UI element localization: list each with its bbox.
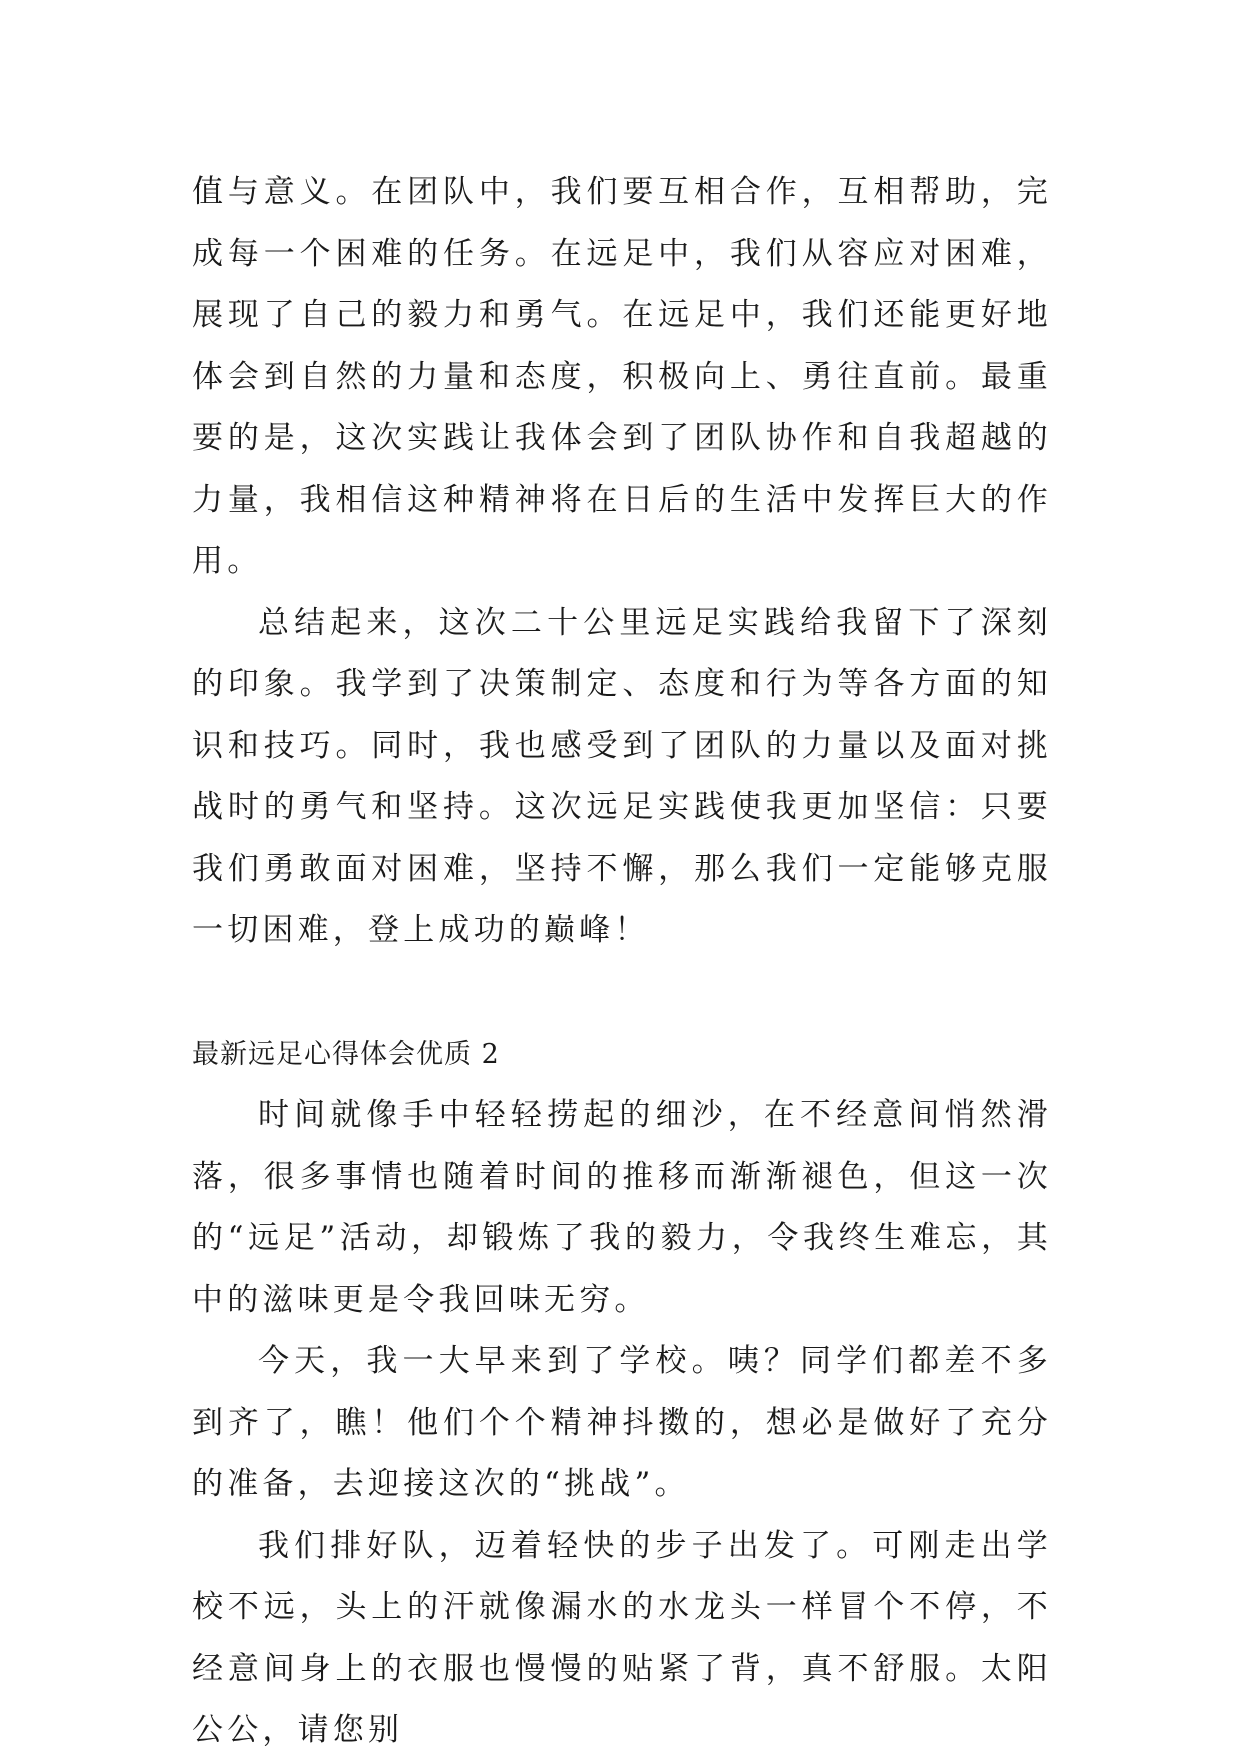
section-heading: 最新远足心得体会优质 2 — [192, 1038, 500, 1070]
document-body — [192, 162, 1052, 1762]
paragraph-time: 时间就像手中轻轻捞起的细沙，在不经意间悄然滑落，很多事情也随着时间的推移而渐渐褪色，但这一次的“远足”活动，却锻炼了我的毅力，令我终生难忘，其中的滋味更是令我回味无穷。 — [192, 1097, 1052, 1318]
paragraph-summary: 总结起来，这次二十公里远足实践给我留下了深刻的印象。我学到了决策制定、态度和行为等各方面的知识和技巧。同时，我也感受到了团队的力量以及面对挑战时的勇气和坚持。这次远足实践使我更加坚信：只要我们勇敢面对困难，坚持不懈，那么我们一定能够克服一切困难，登上成功的巅峰！ — [192, 604, 1052, 948]
paragraph-departure: 我们排好队，迈着轻快的步子出发了。可刚走出学校不远，头上的汗就像漏水的水龙头一样冒个不停，不经意间身上的衣服也慢慢的贴紧了背，真不舒服。太阳公公，请您别 — [192, 1527, 1052, 1748]
paragraph-continuation: 值与意义。在团队中，我们要互相合作，互相帮助，完成每一个困难的任务。在远足中，我们从容应对困难，展现了自己的毅力和勇气。在远足中，我们还能更好地体会到自然的力量和态度，积极向上、勇往直前。最重要的是，这次实践让我体会到了团队协作和自我超越的力量，我相信这种精神将在日后的生活中发挥巨大的作用。 — [192, 174, 1052, 579]
paragraph-morning: 今天，我一大早来到了学校。咦？同学们都差不多到齐了，瞧！他们个个精神抖擞的，想必是做好了充分的准备，去迎接这次的“挑战”。 — [192, 1343, 1052, 1502]
